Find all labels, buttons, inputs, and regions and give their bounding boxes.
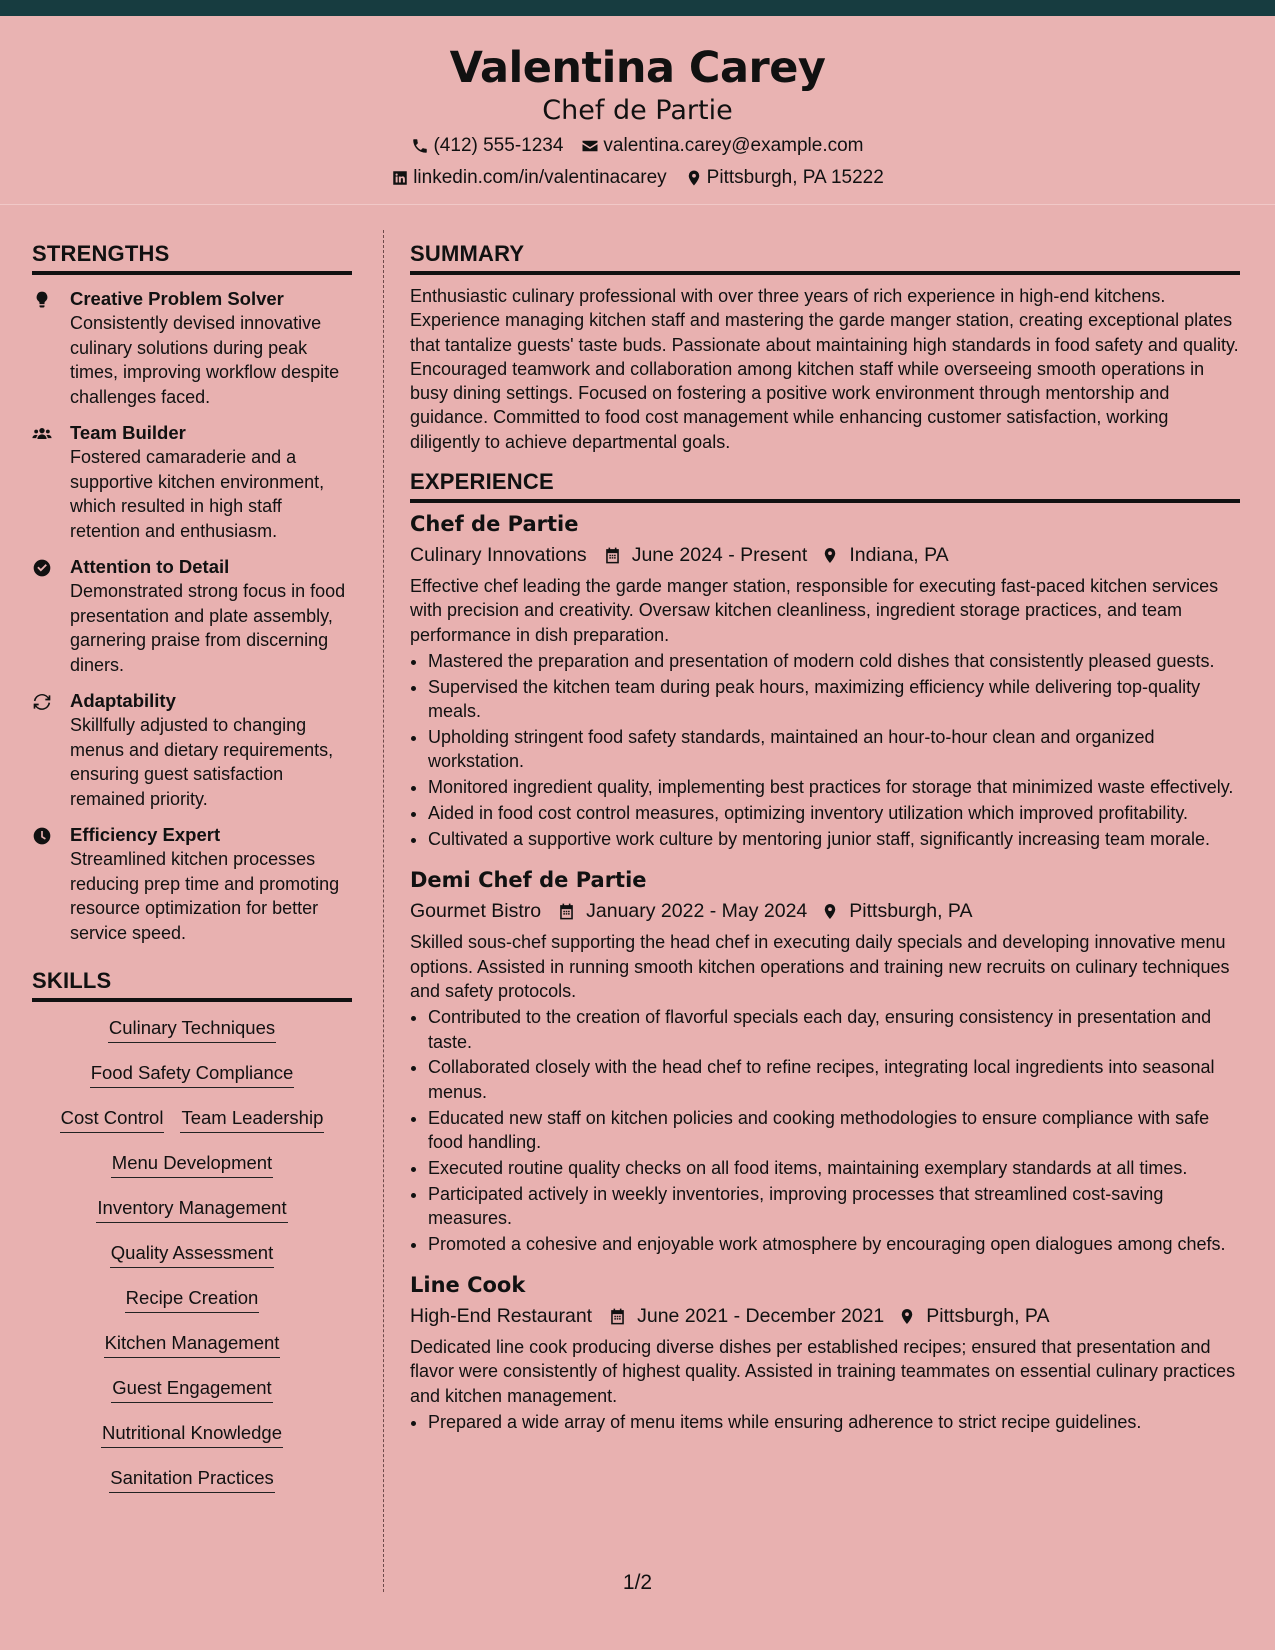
job-meta [410, 1301, 1240, 1331]
list-item: • Monitored ingredient quality, implementing best practices for storage that minimized waste effectively. [428, 775, 1240, 799]
list-item: • Aided in food cost control measures, optimizing inventory utilization which improved profitability. [428, 801, 1240, 825]
strength-desc: Skillfully adjusted to changing menus and dietary requirements, ensuring guest satisfaction remained priority. [70, 715, 334, 809]
job-meta [410, 540, 1240, 570]
list-item: • Upholding stringent food safety standards, maintained an hour-to-hour clean and organized workstation. [428, 725, 1240, 774]
job-meta [410, 896, 1240, 926]
column-divider [383, 230, 384, 1592]
job-entry [410, 865, 1240, 1256]
strengths-heading: STRENGTHS [32, 240, 352, 275]
location-text: Pittsburgh, PA 15222 [706, 167, 884, 188]
strength-desc: Consistently devised innovative culinary solutions during peak times, improving workflow despite challenges faced. [70, 313, 340, 407]
linkedin-icon [391, 169, 409, 187]
job-bullets [410, 649, 1240, 851]
list-item: • Supervised the kitchen team during peak hours, maximizing efficiency while delivering top-quality meals. [428, 675, 1240, 724]
list-item: • Participated actively in weekly inventories, improving processes that streamlined cost-saving measures. [428, 1182, 1240, 1231]
calendar-icon [603, 546, 622, 565]
job-title: Chef de Partie [410, 512, 579, 537]
map-pin-icon [821, 902, 839, 921]
job-description: Effective chef leading the garde manger station, responsible for executing fast-paced kitchen services with precision and creativity. Oversaw kitchen cleanliness, ingredient storage practices, and team performance in dish preparation. [410, 576, 1219, 645]
candidate-title: Chef de Partie [542, 95, 733, 126]
skill-tag: Inventory Management [96, 1196, 287, 1223]
job-location: Pittsburgh, PA [926, 1305, 1050, 1328]
skill-tag: Kitchen Management [104, 1331, 281, 1358]
job-location: Pittsburgh, PA [849, 900, 973, 923]
strength-item [32, 823, 352, 945]
candidate-name: Valentina Carey [449, 43, 826, 93]
left-column [32, 240, 352, 1511]
skill-tag: Menu Development [111, 1151, 273, 1178]
skill-tag: Nutritional Knowledge [101, 1421, 283, 1448]
list-item: • Prepared a wide array of menu items while ensuring adherence to strict recipe guidelines. [428, 1410, 1240, 1434]
strength-item [32, 421, 352, 543]
email-contact[interactable] [581, 134, 863, 158]
phone-contact[interactable] [411, 134, 563, 158]
skills-list [32, 1016, 352, 1511]
users-icon [32, 424, 52, 444]
calendar-icon [608, 1307, 627, 1326]
skill-tag: Food Safety Compliance [90, 1061, 295, 1088]
strength-name: Team Builder [70, 422, 186, 443]
strength-item [32, 689, 352, 811]
linkedin-text: linkedin.com/in/valentinacarey [413, 167, 667, 188]
experience-heading: EXPERIENCE [410, 468, 1240, 503]
skills-heading: SKILLS [32, 967, 352, 1002]
list-item: • Cultivated a supportive work culture by mentoring junior staff, significantly increasing team morale. [428, 827, 1240, 851]
list-item: • Collaborated closely with the head chef to refine recipes, integrating local ingredients into seasonal menus. [428, 1055, 1240, 1104]
list-item: • Educated new staff on kitchen policies and cooking methodologies to ensure compliance with safe food handling. [428, 1106, 1240, 1155]
right-column [410, 240, 1240, 1436]
list-item: • Contributed to the creation of flavorful specials each day, ensuring consistency in presentation and taste. [428, 1005, 1240, 1054]
job-dates: June 2021 - December 2021 [637, 1305, 885, 1328]
map-pin-icon [898, 1307, 916, 1326]
skill-tag: Team Leadership [180, 1106, 324, 1133]
location-contact [685, 166, 884, 190]
calendar-icon [557, 902, 576, 921]
linkedin-contact[interactable] [391, 166, 666, 190]
clock-icon [32, 826, 52, 846]
job-company: Gourmet Bistro [410, 900, 542, 923]
skill-tag: Recipe Creation [125, 1286, 260, 1313]
strength-name: Attention to Detail [70, 556, 230, 577]
job-dates: January 2022 - May 2024 [586, 900, 808, 923]
strength-desc: Fostered camaraderie and a supportive kitchen environment, which resulted in high staff retention and enthusiasm. [70, 447, 325, 541]
envelope-icon [581, 137, 599, 155]
map-pin-icon [821, 546, 839, 565]
contact-row-secondary [0, 166, 1275, 190]
contact-row-primary [0, 134, 1275, 158]
skill-tag: Sanitation Practices [109, 1466, 275, 1493]
job-bullets [410, 1005, 1240, 1256]
skill-tag: Culinary Techniques [108, 1016, 276, 1043]
skill-tag: Guest Engagement [111, 1376, 272, 1403]
job-bullets [410, 1410, 1240, 1434]
strength-desc: Streamlined kitchen processes reducing prep time and promoting resource optimization for better service speed. [70, 849, 340, 943]
lightbulb-icon [32, 290, 52, 310]
strength-name: Efficiency Expert [70, 824, 221, 845]
job-title: Demi Chef de Partie [410, 868, 647, 893]
strength-desc: Demonstrated strong focus in food presentation and plate assembly, garnering praise from discerning diners. [70, 581, 346, 675]
list-item: • Promoted a cohesive and enjoyable work atmosphere by encouraging open dialogues among chefs. [428, 1232, 1240, 1256]
job-description: Skilled sous-chef supporting the head chef in executing daily specials and developing innovative menu options. Assisted in running smooth kitchen operations and training new recruits on culinary techniques and safety protocols. [410, 932, 1230, 1001]
list-item: • Mastered the preparation and presentation of modern cold dishes that consistently pleased guests. [428, 649, 1240, 673]
strength-item [32, 555, 352, 677]
job-company: Culinary Innovations [410, 544, 587, 567]
job-dates: June 2024 - Present [631, 544, 808, 567]
strength-item [32, 287, 352, 409]
list-item: • Executed routine quality checks on all food items, maintaining exemplary standards at all times. [428, 1156, 1240, 1180]
check-circle-icon [32, 558, 52, 578]
email-text: valentina.carey@example.com [603, 135, 864, 156]
job-description: Dedicated line cook producing diverse dishes per established recipes; ensured that presentation and flavor were consistently of highest quality. Assisted in training teammates on essential culinary practices and kitchen management. [410, 1337, 1236, 1406]
phone-icon [411, 137, 429, 155]
phone-text: (412) 555-1234 [433, 135, 564, 156]
resume-header [0, 16, 1275, 205]
top-color-bar [0, 0, 1275, 16]
job-title: Line Cook [410, 1273, 526, 1298]
strength-name: Adaptability [70, 690, 176, 711]
map-pin-icon [685, 169, 703, 187]
job-company: High-End Restaurant [410, 1305, 593, 1328]
job-location: Indiana, PA [849, 544, 949, 567]
strength-name: Creative Problem Solver [70, 288, 284, 309]
summary-heading: SUMMARY [410, 240, 1240, 275]
job-entry [410, 509, 1240, 851]
refresh-icon [32, 692, 52, 712]
skill-tag: Quality Assessment [110, 1241, 274, 1268]
job-entry [410, 1270, 1240, 1434]
page-number: 1/2 [622, 1571, 653, 1594]
summary-text: Enthusiastic culinary professional with over three years of rich experience in high-end kitchens. Experience managing kitchen staff and mastering the garde manger station, creating exceptional plates that tantalize guests' taste buds. Passionate about maintaining high standards in food safety and quality. Encouraged teamwork and collaboration among kitchen staff while overseeing smooth operations in busy dining settings. Focused on fostering a positive work environment through mentorship and guidance. Committed to food cost management while enhancing customer satisfaction, working diligently to achieve departmental goals. [410, 286, 1239, 452]
skill-tag: Cost Control [60, 1106, 165, 1133]
